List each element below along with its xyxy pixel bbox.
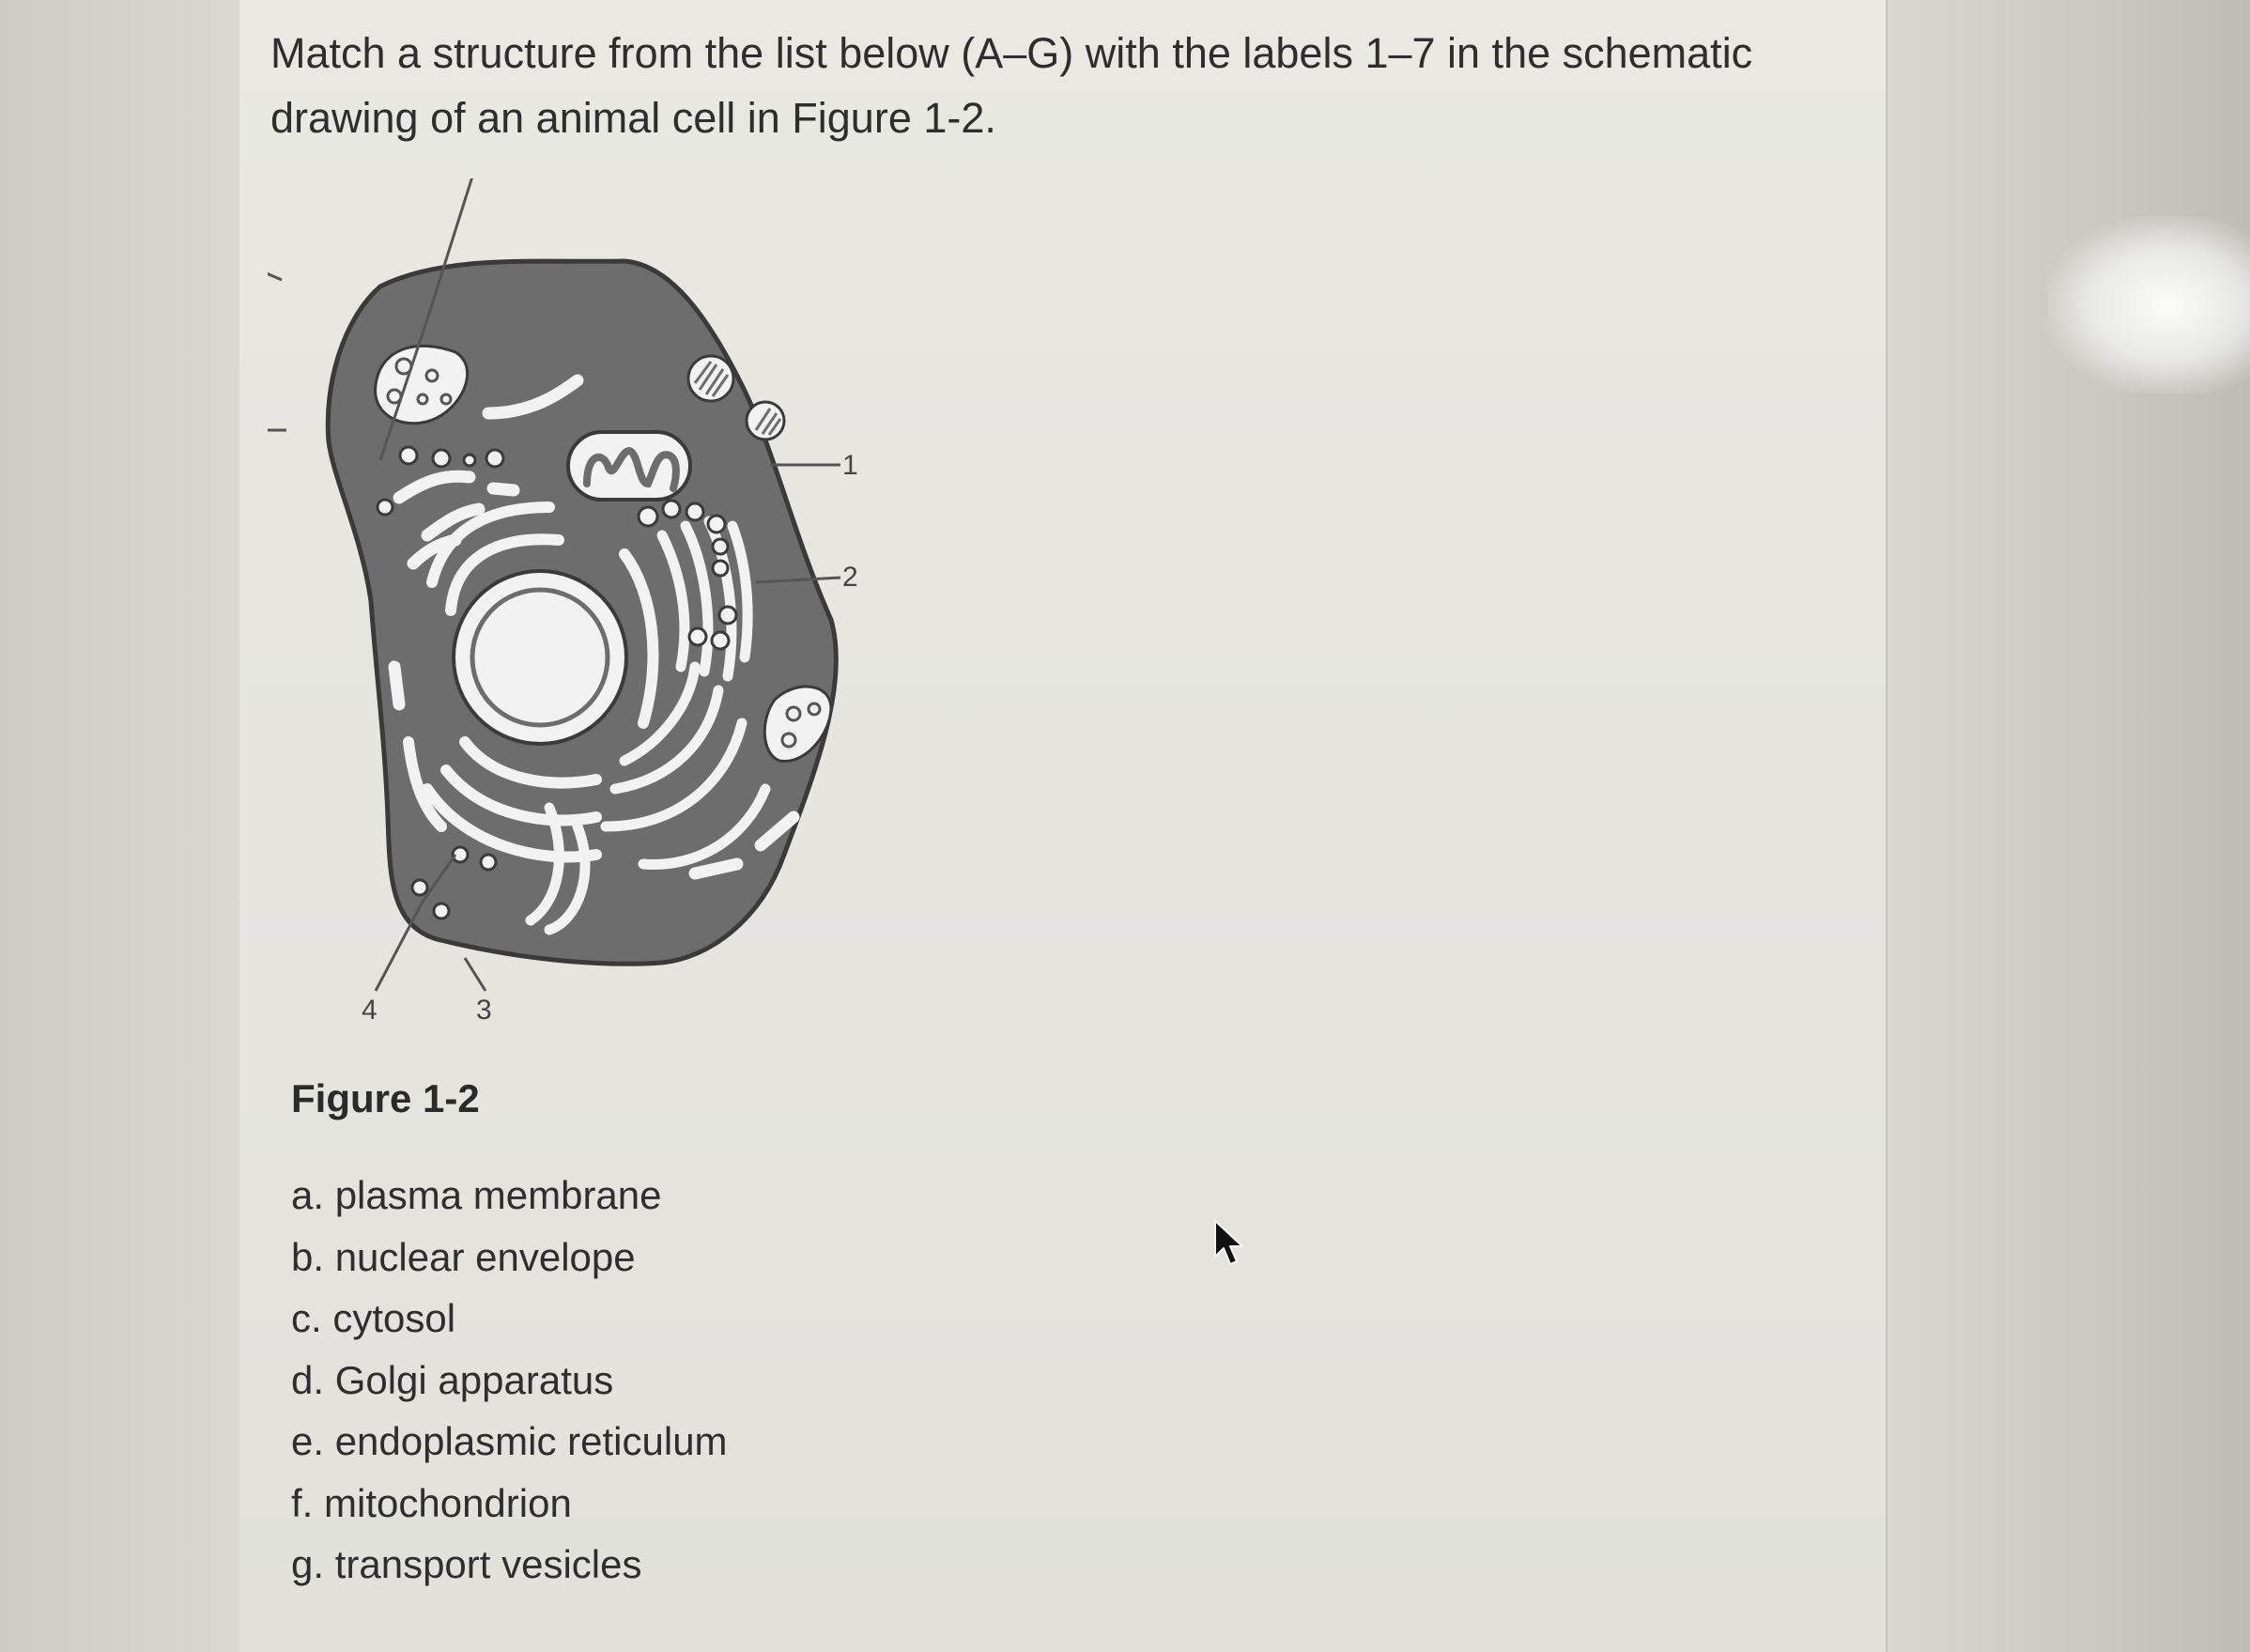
arrow-cursor-icon: [1213, 1219, 1247, 1268]
mitochondrion: [568, 432, 690, 500]
question-line-2: drawing of an animal cell in Figure 1-2.: [270, 94, 996, 142]
option-c: c. cytosol: [291, 1296, 456, 1340]
figure-label-1: 1: [842, 450, 858, 481]
figure-label-4: 4: [362, 995, 378, 1026]
figure-label-3: 3: [476, 995, 492, 1026]
question-text: [270, 21, 1867, 150]
answer-options-list: [291, 1165, 728, 1596]
option-a: a. plasma membrane: [291, 1173, 662, 1217]
left-margin: [0, 0, 241, 1652]
nucleus-inner: [472, 590, 608, 725]
figure-label-2: 2: [842, 562, 858, 593]
option-e: e. endoplasmic reticulum: [291, 1419, 728, 1463]
figure-caption: Figure 1-2: [291, 1076, 480, 1120]
peroxisome-1: [688, 356, 733, 401]
animal-cell-diagram: [268, 178, 916, 1042]
peroxisome-2: [747, 402, 784, 440]
option-b: b. nuclear envelope: [291, 1234, 636, 1279]
option-f: f. mitochondrion: [291, 1480, 572, 1525]
question-line-1: Match a structure from the list below (A–G) with the labels 1–7 in the schematic: [270, 29, 1753, 77]
option-g: g. transport vesicles: [291, 1542, 642, 1586]
screen-glare: [2047, 216, 2250, 394]
option-d: d. Golgi apparatus: [291, 1357, 614, 1402]
